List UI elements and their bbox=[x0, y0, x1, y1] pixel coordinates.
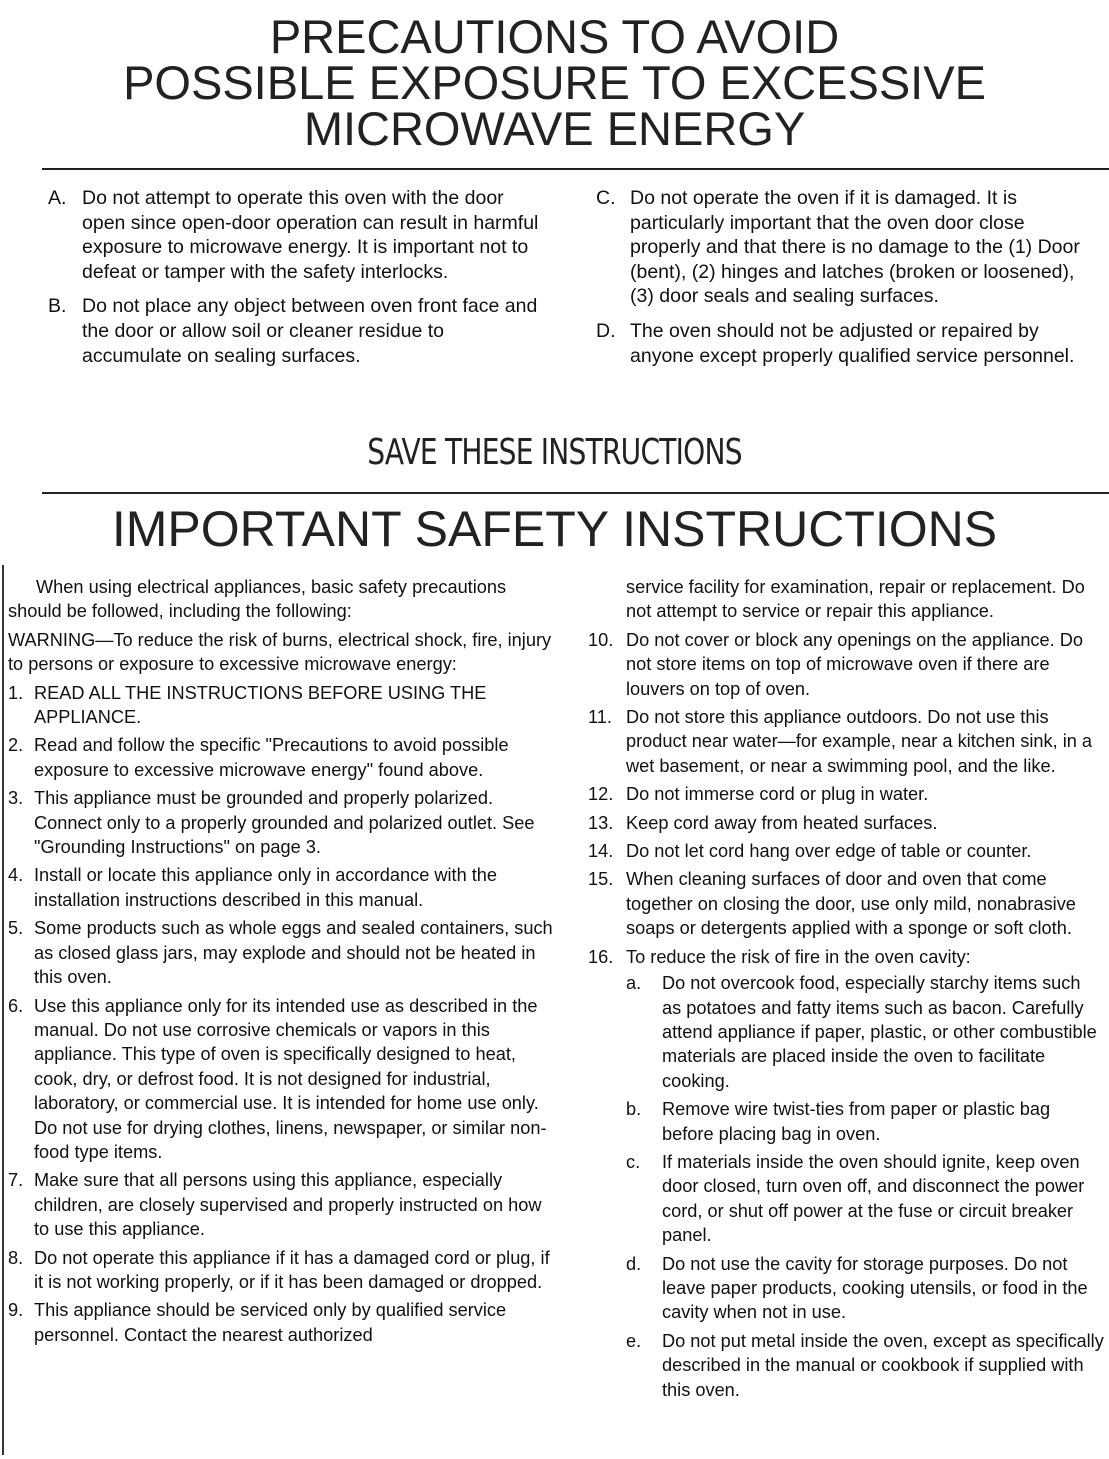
safety-item-15 bbox=[588, 867, 1104, 940]
safety-subitem-e bbox=[626, 1329, 1104, 1402]
subitem-text: Remove wire twist-ties from paper or plastic bag before placing bag in oven. bbox=[662, 1099, 1051, 1144]
precaution-item-d bbox=[596, 319, 1096, 368]
precaution-text: The oven should not be adjusted or repaired by anyone except properly qualified service personnel. bbox=[630, 319, 1075, 367]
safety-right-column bbox=[588, 575, 1104, 1406]
precaution-item-c bbox=[596, 186, 1096, 309]
precautions-title bbox=[0, 10, 1109, 155]
safety-item-12 bbox=[588, 782, 1104, 806]
safety-item-8 bbox=[8, 1246, 556, 1295]
item-number: 13. bbox=[588, 812, 614, 833]
safety-item-14 bbox=[588, 839, 1104, 863]
precaution-label: A. bbox=[48, 187, 67, 209]
item-number: 12. bbox=[588, 784, 614, 805]
item-text: Make sure that all persons using this appliance, especially children, are closely supervised and properly instructed on how to use this appliance. bbox=[34, 1170, 542, 1240]
safety-item-16 bbox=[588, 945, 1104, 1402]
item-number: 15. bbox=[588, 869, 614, 890]
subitem-letter: a. bbox=[626, 973, 642, 994]
item-number: 10. bbox=[588, 629, 614, 650]
item-number: 7. bbox=[8, 1170, 24, 1191]
safety-intro: When using electrical appliances, basic safety precautions should be followed, including the following: bbox=[8, 577, 507, 622]
precaution-item-b bbox=[48, 294, 548, 368]
item-number: 14. bbox=[588, 841, 614, 862]
safety-item-1 bbox=[8, 681, 556, 730]
item-number: 3. bbox=[8, 788, 24, 809]
safety-item-13 bbox=[588, 811, 1104, 835]
precaution-label: C. bbox=[596, 187, 616, 209]
precaution-text: Do not place any object between oven front face and the door or allow soil or cleaner residue to accumulate on sealing surfaces. bbox=[82, 295, 538, 367]
safety-item-7 bbox=[8, 1168, 556, 1241]
precaution-text: Do not attempt to operate this oven with the door open since open-door operation can result in harmful exposure to microwave energy. It is important not to defeat or tamper with the safety interlocks. bbox=[82, 187, 539, 283]
subitem-letter: b. bbox=[626, 1099, 642, 1120]
item-number: 16. bbox=[588, 946, 614, 967]
divider-middle bbox=[42, 492, 1109, 494]
safety-warning: WARNING—To reduce the risk of burns, electrical shock, fire, injury to persons or exposure to excessive microwave energy: bbox=[8, 629, 552, 675]
subitem-text: Do not use the cavity for storage purposes. Do not leave paper products, cooking utensils, or food in the cavity when not in use. bbox=[662, 1253, 1088, 1323]
item-text: Do not store this appliance outdoors. Do not use this product near water—for example, near a kitchen sink, in a wet basement, or near a swimming pool, and the like. bbox=[626, 707, 1093, 776]
item-number: 9. bbox=[8, 1300, 24, 1321]
item-text: To reduce the risk of fire in the oven cavity: bbox=[626, 946, 971, 967]
subitem-letter: d. bbox=[626, 1253, 642, 1274]
left-edge-mark bbox=[2, 565, 4, 1455]
precautions-title-line-3: MICROWAVE ENERGY bbox=[303, 102, 806, 155]
safety-item-4 bbox=[8, 863, 556, 912]
subitem-text: Do not overcook food, especially starchy items such as potatoes and fatty items such as bacon. Carefully attend appliance if paper, plastic, or other combustible materials are placed inside the oven to facilitate cooking. bbox=[662, 973, 1097, 1091]
item-text: This appliance should be serviced only by qualified service personnel. Contact the nearest authorized bbox=[34, 1300, 507, 1345]
item-text: Install or locate this appliance only in accordance with the installation instructions described in this manual. bbox=[34, 865, 498, 910]
safety-item-6 bbox=[8, 994, 556, 1165]
subitem-text: If materials inside the oven should ignite, keep oven door closed, turn oven off, and disconnect the power cord, or shut off power at the fuse or circuit breaker panel. bbox=[662, 1151, 1085, 1246]
item-number: 5. bbox=[8, 918, 24, 939]
precaution-label: B. bbox=[48, 295, 67, 318]
precautions-title-line-2: POSSIBLE EXPOSURE TO EXCESSIVE bbox=[123, 56, 986, 109]
safety-item-2 bbox=[8, 733, 556, 782]
item-number: 8. bbox=[8, 1247, 24, 1268]
precaution-text: Do not operate the oven if it is damaged. It is particularly important that the oven door close properly and that there is no damage to the (1) Door (bent), (2) hinges and latches (broken or loosened), (3) door seals and sealing surfaces. bbox=[630, 187, 1080, 308]
item-text: READ ALL THE INSTRUCTIONS BEFORE USING THE APPLIANCE. bbox=[34, 682, 487, 728]
subitem-letter: c. bbox=[626, 1151, 641, 1172]
subitem-text: Do not put metal inside the oven, except as specifically described in the manual or cookbook if supplied with this oven. bbox=[662, 1330, 1104, 1400]
precaution-item-a bbox=[48, 186, 548, 284]
item-text: Do not operate this appliance if it has a damaged cord or plug, if it is not working properly, or if it has been damaged or dropped. bbox=[34, 1247, 550, 1292]
safety-left-column bbox=[8, 575, 556, 1351]
precautions-left-column bbox=[48, 186, 548, 378]
item-text: Do not let cord hang over edge of table or counter. bbox=[626, 841, 1032, 862]
item-number: 11. bbox=[588, 707, 612, 728]
item-text: Read and follow the specific "Precautions to avoid possible exposure to excessive microwave energy" found above. bbox=[34, 735, 509, 780]
item-number: 1. bbox=[8, 682, 24, 703]
item-number: 6. bbox=[8, 995, 24, 1016]
safety-item-9-continued: service facility for examination, repair or replacement. Do not attempt to service or repair this appliance. bbox=[626, 577, 1085, 622]
safety-subitem-a bbox=[626, 971, 1104, 1093]
precaution-label: D. bbox=[596, 319, 616, 342]
divider-top bbox=[42, 168, 1109, 170]
save-instructions-heading: SAVE THESE INSTRUCTIONS bbox=[367, 432, 742, 473]
subitem-letter: e. bbox=[626, 1330, 642, 1351]
item-text: Some products such as whole eggs and sealed containers, such as closed glass jars, may explode and should not be heated in this oven. bbox=[34, 918, 553, 988]
safety-subitem-d bbox=[626, 1252, 1104, 1325]
safety-item-11 bbox=[588, 705, 1104, 778]
item-text: Do not immerse cord or plug in water. bbox=[626, 784, 929, 805]
safety-subitem-c bbox=[626, 1150, 1104, 1248]
precautions-title-line-1: PRECAUTIONS TO AVOID bbox=[269, 10, 840, 63]
item-text: Do not cover or block any openings on the appliance. Do not store items on top of microwave oven if there are louvers on top of oven. bbox=[626, 629, 1083, 699]
safety-item-5 bbox=[8, 916, 556, 989]
safety-subitem-b bbox=[626, 1097, 1104, 1146]
item-number: 4. bbox=[8, 865, 24, 886]
safety-item-3 bbox=[8, 786, 556, 859]
item-number: 2. bbox=[8, 735, 24, 756]
item-text: Keep cord away from heated surfaces. bbox=[626, 812, 938, 833]
item-text: When cleaning surfaces of door and oven that come together on closing the door, use only mild, nonabrasive soaps or detergents applied with a sponge or soft cloth. bbox=[626, 869, 1076, 939]
safety-item-9 bbox=[8, 1298, 556, 1347]
safety-item-10 bbox=[588, 628, 1104, 701]
safety-title: IMPORTANT SAFETY INSTRUCTIONS bbox=[111, 501, 998, 557]
precautions-right-column bbox=[596, 186, 1096, 378]
item-text: Use this appliance only for its intended use as described in the manual. Do not use corrosive chemicals or vapors in this appliance. This type of oven is specifically designed to heat, cook, dry, or defrost food. It is not designed for industrial, laboratory, or commercial use. It is intended for home use only. Do not use for drying clothes, linens, newspaper, or similar non-food type items. bbox=[34, 995, 547, 1162]
item-text: This appliance must be grounded and properly polarized. Connect only to a properly grounded and polarized outlet. See "Grounding Instructions" on page 3. bbox=[34, 788, 535, 858]
